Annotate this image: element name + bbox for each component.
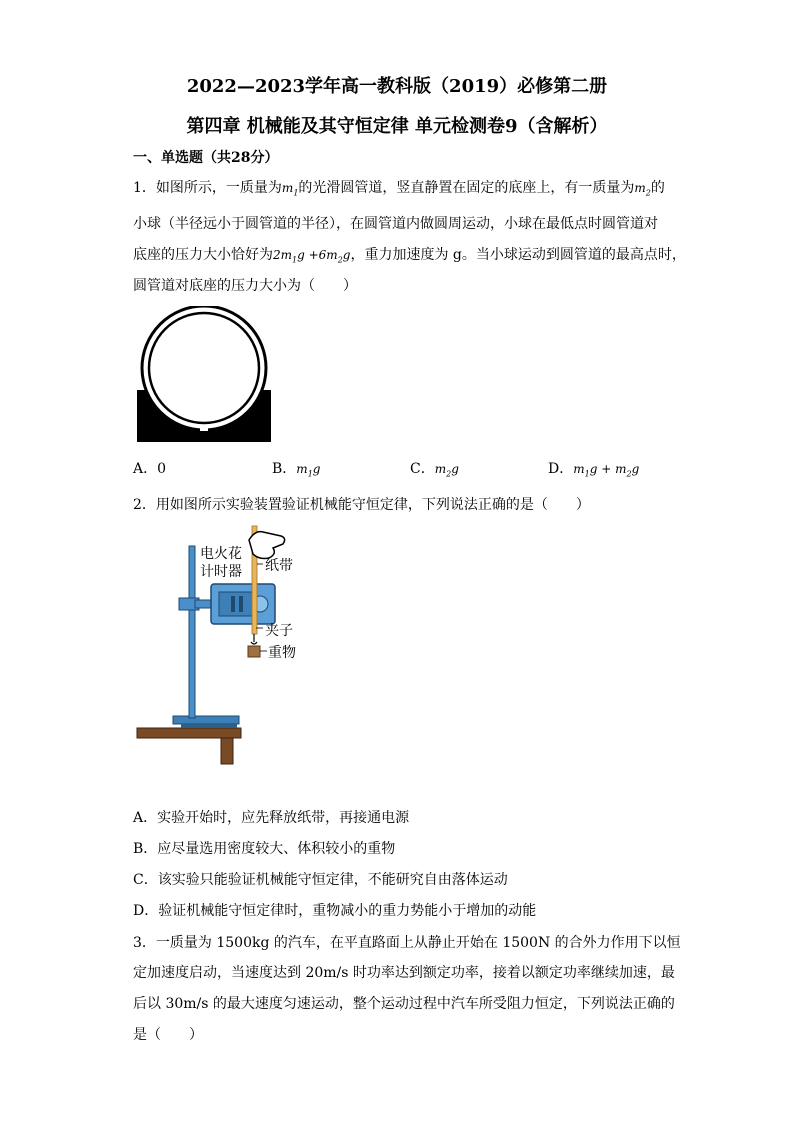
- doc-title-line1: 2022—2023学年高一教科版（2019）必修第二册: [186, 76, 608, 97]
- q2-option-a[interactable]: A．实验开始时，应先释放纸带，再接通电源: [133, 810, 410, 826]
- label-spark-timer-2: 计时器: [200, 564, 242, 580]
- q2-option-b[interactable]: B．应尽量选用密度较大、体积较小的重物: [133, 841, 396, 857]
- ball-slot: [200, 425, 208, 431]
- q1-option-b[interactable]: B．$m_1g$: [272, 461, 321, 479]
- doc-title-line2: 第四章 机械能及其守恒定律 单元检测卷9（含解析）: [186, 116, 608, 137]
- q3-line3: 后以 30m/s 的最大速度匀速运动，整个运动过程中汽车所受阻力恒定，下列说法正确的: [133, 996, 675, 1012]
- stand-rod: [189, 546, 195, 718]
- section-heading: 一、单选题（共28分）: [133, 150, 279, 166]
- q3-line1: 3．一质量为 1500kg 的汽车，在平直路面上从静止开始在 1500N 的合外力作用下以恒: [133, 935, 681, 951]
- q2-stem: 2．用如图所示实验装置验证机械能守恒定律，下列说法正确的是（ ）: [133, 497, 590, 513]
- q1-line3: 底座的压力大小恰好为$2m_1g +6m_2g$，重力加速度为 g。当小球运动到圆管道的最高点时，: [133, 247, 686, 265]
- q2-option-c[interactable]: C．该实验只能验证机械能守恒定律，不能研究自由落体运动: [133, 872, 508, 888]
- timer-slot-2: [239, 596, 243, 612]
- q1-option-a[interactable]: A．0: [133, 461, 167, 477]
- q1-line4: 圆管道对底座的压力大小为（ ）: [133, 278, 357, 294]
- weight-block: [248, 646, 260, 657]
- label-paper-tape: 纸带: [265, 558, 293, 574]
- table-top: [137, 728, 241, 738]
- ring-on-base-figure: [137, 306, 271, 442]
- stand-base: [173, 716, 239, 724]
- inner-ring: [149, 313, 259, 423]
- q3-line4: 是（ ）: [133, 1027, 203, 1043]
- timer-panel: [219, 592, 255, 616]
- q2-option-d[interactable]: D．验证机械能守恒定律时，重物减小的重力势能小于增加的动能: [133, 903, 537, 919]
- q1-option-c[interactable]: C．$m_2g$: [410, 461, 459, 479]
- stand-base-lower: [181, 724, 237, 728]
- q1-line2: 小球（半径远小于圆管道的半径），在圆管道内做圆周运动，小球在最低点时圆管道对: [133, 216, 658, 232]
- label-weight: 重物: [268, 645, 296, 661]
- timer-slot-1: [231, 596, 235, 612]
- label-clip: 夹子: [265, 623, 293, 639]
- clip-hook: [251, 642, 257, 644]
- table-leg: [221, 738, 233, 764]
- q1-line1: 1．如图所示，一质量为$m_1$的光滑圆管道，竖直静置在固定的底座上，有一质量为$m_2$的: [133, 180, 665, 198]
- q1-option-d[interactable]: D．$m_1g + m_2g$: [548, 461, 640, 479]
- label-spark-timer-1: 电火花: [200, 546, 242, 562]
- q3-line2: 定加速度启动，当速度达到 20m/s 时功率达到额定功率，接着以额定功率继续加速，最: [133, 965, 675, 981]
